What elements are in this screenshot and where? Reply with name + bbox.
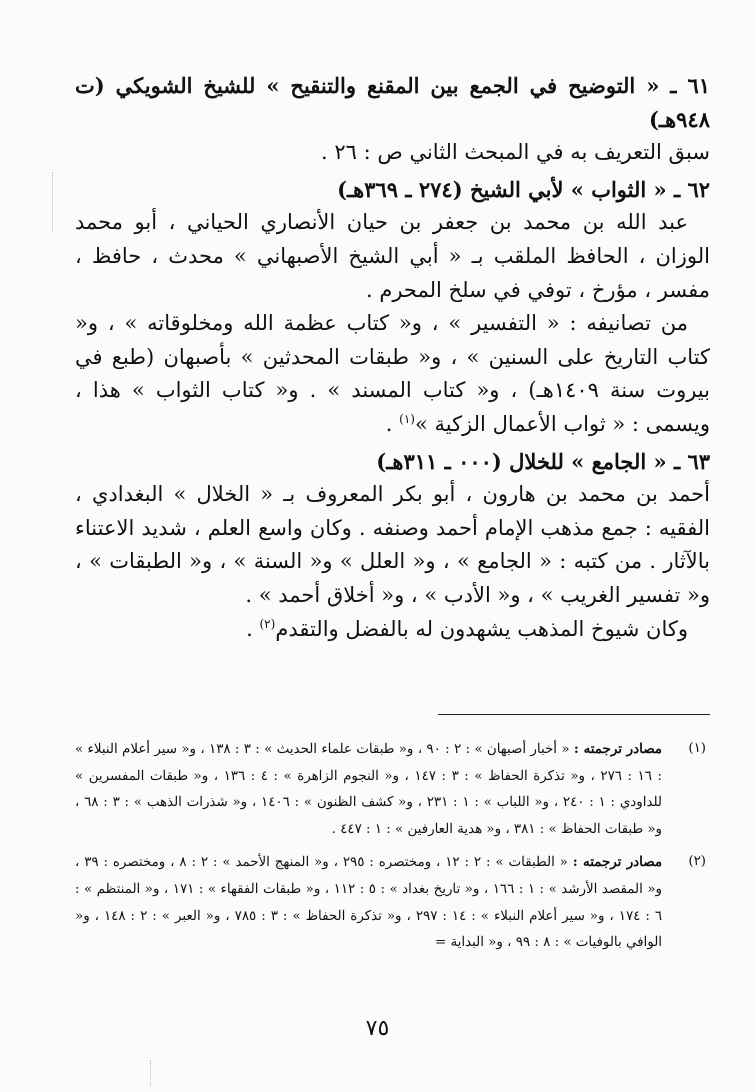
entry-63-paragraph-2-end: . bbox=[246, 616, 260, 641]
scan-margin-mark bbox=[52, 172, 54, 232]
entry-62-paragraph-1: عبد الله بن محمد بن جعفر بن حيان الأنصاري الحياني ، أبو محمد الوزان ، الحافظ الملقب بـ « أبي الشيخ الأصبهاني » محدث ، حافظ ، مفسر ، مؤرخ ، توفي في سلخ المحرم . bbox=[75, 210, 710, 302]
page-body bbox=[75, 66, 710, 951]
footnote-1-body bbox=[75, 736, 662, 843]
footnotes bbox=[75, 736, 710, 963]
footnote-1-number: (١) bbox=[688, 741, 706, 756]
entry-62-heading: ٦٢ ـ « الثواب » لأبي الشيخ (٢٧٤ ـ ٣٦٩هـ) bbox=[337, 176, 710, 202]
footnote-separator bbox=[438, 714, 710, 715]
entry-61-heading: ٦١ ـ « التوضيح في الجمع بين المقنع والتنقيح » للشيخ الشويكي (ت ٩٤٨هـ) bbox=[75, 73, 710, 132]
entry-62-paragraph-2 bbox=[75, 307, 710, 441]
entry-62-paragraph-2-text: من تصانيفه : « التفسير » ، و« كتاب عظمة الله ومخلوقاته » ، و« كتاب التاريخ على السنين » ، و« طبقات المحدثين » بأصبهان (طبع في بيروت سنة ١٤٠٩هـ) ، و« كتاب المسند » . و« كتاب الثواب » هذا ، ويسمى : « ثواب الأعمال الزكية » bbox=[75, 311, 710, 436]
entry-63-heading: ٦٣ ـ « الجامع » للخلال (٠٠٠ ـ ٣١١هـ) bbox=[376, 448, 710, 474]
footnote-ref-2[interactable]: (٢) bbox=[259, 616, 276, 631]
footnote-1 bbox=[75, 736, 710, 843]
footnote-2-body bbox=[75, 849, 662, 956]
footnote-2-label: مصادر ترجمته : bbox=[572, 854, 662, 871]
page-number: ٧٥ bbox=[365, 1016, 390, 1041]
footnote-1-label: مصادر ترجمته : bbox=[573, 741, 662, 757]
entry-63-paragraph-1: أحمد بن محمد بن هارون ، أبو بكر المعروف بـ « الخلال » البغدادي ، الفقيه : جمع مذهب الإمام أحمد وصنفه . وكان واسع العلم ، شديد الاعتناء بالآثار . من كتبه : « الجامع » ، و« العلل » و« السنة » ، و« الطبقات » ، و« تفسير الغريب » ، و« الأدب » ، و« أخلاق أحمد » . bbox=[75, 482, 710, 607]
main-text bbox=[75, 69, 710, 646]
footnote-2-number: (٢) bbox=[688, 854, 706, 870]
entry-63-paragraph-2 bbox=[75, 613, 710, 647]
scan-bottom-mark bbox=[150, 1060, 152, 1086]
entry-61-paragraph-1: سبق التعريف به في المبحث الثاني ص : ٢٦ . bbox=[321, 140, 710, 165]
footnote-2-text: « الطبقات » : ٢ : ١٢ ، ومختصره : ٢٩٥ ، و« المنهج الأحمد » : ٢ : ٨ ، ومختصره : ٣٩ ، و« المقصد الأرشد » : ١ : ١٦٦ ، و« تاريخ بغداد » : ٥ : ١١٢ ، و« طبقات الفقهاء » : ١٧١ ، و« المنتظم » : ٦ : ١٧٤ ، و« سير أعلام النبلاء » : ١٤ : ٢٩٧ ، و« تذكرة الحفاظ » : ٣ : ٧٨٥ ، و« العبر » : ٢ : ١٤٨ ، و« الوافي بالوفيات » : ٨ : ٩٩ ، و« البداية = bbox=[75, 855, 663, 951]
footnote-1-text: « أخبار أصبهان » : ٢ : ٩٠ ، و« طبقات علماء الحديث » : ٣ : ١٣٨ ، و« سير أعلام النبلاء » : ١٦ : ٢٧٦ ، و« تذكرة الحفاظ » : ٣ : ١٤٧ ، و« النجوم الزاهرة » : ٤ : ١٣٦ ، و« طبقات المفسرين » للداودي : ١ : ٢٤٠ ، و« اللباب » : ١ : ٢٣١ ، و« كشف الظنون » : ١٤٠٦ ، و« شذرات الذهب » : ٣ : ٦٨ ، و« طبقات الحفاظ » : ٣٨١ ، و« هدية العارفين » : ١ : ٤٤٧ . bbox=[75, 742, 662, 837]
entry-62-paragraph-2-end: . bbox=[385, 411, 400, 436]
footnote-2 bbox=[75, 849, 710, 956]
entry-63-paragraph-2-text: وكان شيوخ المذهب يشهدون له بالفضل والتقدم bbox=[275, 616, 688, 641]
footnote-ref-1[interactable]: (١) bbox=[399, 411, 415, 426]
